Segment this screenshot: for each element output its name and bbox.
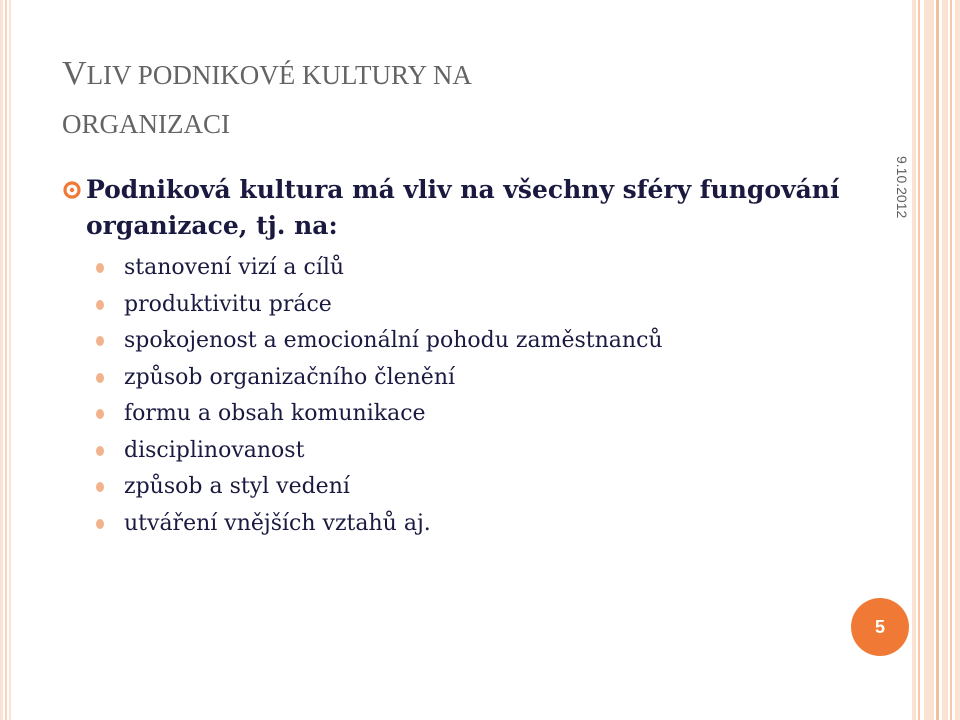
list-item: způsob a styl vedení <box>96 469 856 506</box>
title-line-2: ORGANIZACI <box>62 109 230 139</box>
slide-title <box>62 52 762 146</box>
right-decorative-stripes <box>912 0 960 720</box>
main-bullet-text: Podniková kultura má vliv na všechny sféry fungování organizace, tj. na: <box>86 175 840 240</box>
bullet-dot-icon <box>96 300 104 310</box>
ring-bullet-icon <box>62 180 82 200</box>
list-item: utváření vnějších vztahů aj. <box>96 506 856 543</box>
bullet-dot-icon <box>96 409 104 419</box>
bullet-dot-icon <box>96 519 104 529</box>
list-item: produktivitu práce <box>96 287 856 324</box>
bullet-dot-icon <box>96 446 104 456</box>
title-initial: V <box>62 55 87 92</box>
bullet-dot-icon <box>96 336 104 346</box>
list-item: disciplinovanost <box>96 433 856 470</box>
slide-date: 9.10.2012 <box>894 156 910 219</box>
sub-bullet-list <box>96 250 856 542</box>
title-line-1 <box>62 52 762 102</box>
list-item: způsob organizačního členění <box>96 360 856 397</box>
bullet-dot-icon <box>96 482 104 492</box>
page-number-badge: 5 <box>851 598 909 656</box>
bullet-dot-icon <box>96 373 104 383</box>
list-item: formu a obsah komunikace <box>96 396 856 433</box>
bullet-dot-icon <box>96 263 104 273</box>
list-item: spokojenost a emocionální pohodu zaměstnanců <box>96 323 856 360</box>
title-rest: LIV PODNIKOVÉ KULTURY NA <box>86 60 472 90</box>
list-item: stanovení vizí a cílů <box>96 250 856 287</box>
left-decorative-stripes <box>0 0 14 720</box>
